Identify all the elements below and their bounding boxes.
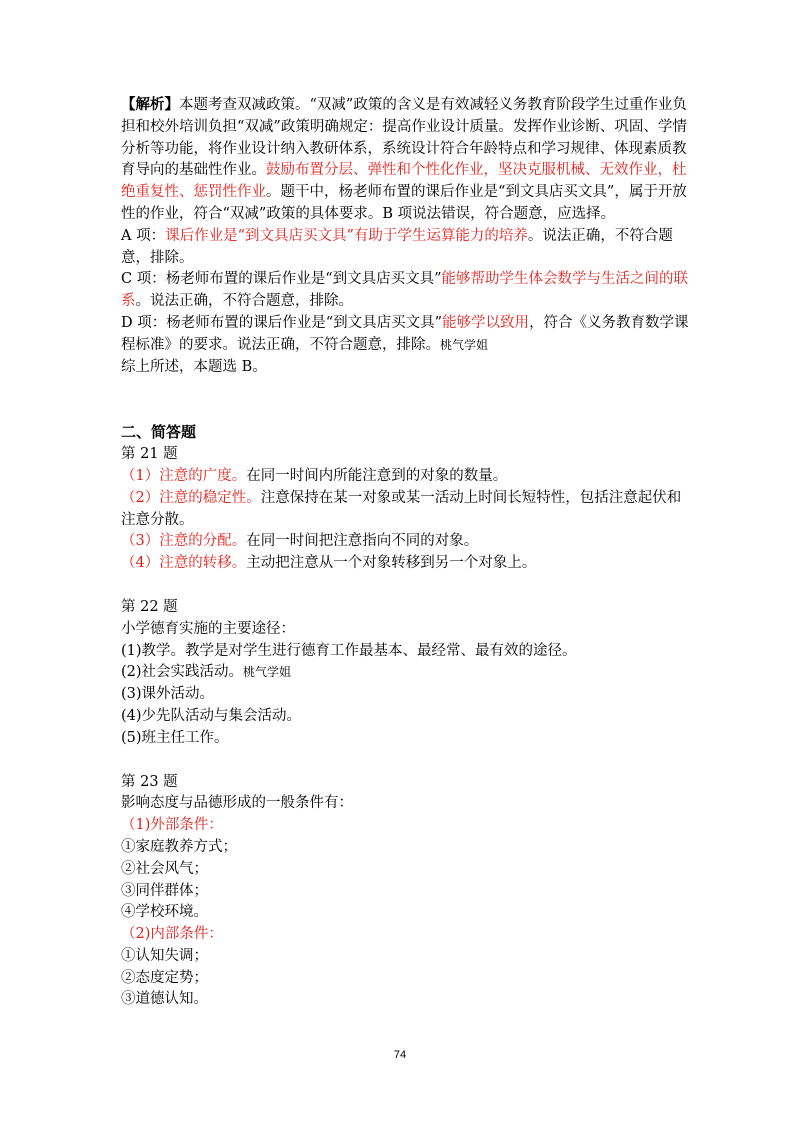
option-a-highlight: 课后作业是“到文具店买文具”有助于学生运算能力的培养 bbox=[165, 227, 528, 244]
q23-title: 第 23 题 bbox=[121, 773, 178, 790]
q23-external-item: ④学校环境。 bbox=[121, 904, 208, 921]
conclusion: 综上所述，本题选 B。 bbox=[121, 358, 267, 375]
q22-title: 第 22 题 bbox=[121, 598, 178, 615]
analysis-paragraph bbox=[121, 94, 691, 226]
watermark-text: 桃气学姐 bbox=[440, 337, 489, 352]
option-a-prefix: A 项： bbox=[121, 227, 166, 244]
option-d-suffix: ，符合《义务教育数学课程标准》的要求。说法正确，不符合题意，排除。 bbox=[121, 314, 689, 353]
q22-item: (1)教学。教学是对学生进行德育工作最基本、最经常、最有效的途径。 bbox=[121, 642, 577, 659]
q23-intro: 影响态度与品德形成的一般条件有： bbox=[121, 795, 353, 812]
q22-intro: 小学德育实施的主要途径： bbox=[121, 620, 295, 637]
q21-title: 第 21 题 bbox=[121, 446, 178, 463]
option-c bbox=[121, 269, 691, 313]
analysis-text-1: 本题考查双减政策。“双减”政策的含义是有效减轻义务教育阶段学生过重作业负担和校外培训负担“双减”政策明确规定：提高作业设计质量。发挥作业诊断、巩固、学情分析等功能，将作业设计纳入教研体系，系统设计符合年龄特点和学习规律、体现素质教育导向的基础性作业。 bbox=[121, 97, 687, 179]
q22-item: (4)少先队活动与集会活动。 bbox=[121, 707, 302, 724]
q21-item: （1）注意的广度。在同一时间内所能注意到的对象的数量。 bbox=[121, 467, 508, 484]
q23-external-label: （1)外部条件： bbox=[121, 817, 223, 834]
spacer bbox=[121, 575, 691, 597]
page-content bbox=[121, 94, 691, 1011]
option-d bbox=[121, 313, 691, 357]
q23-internal-item: ③道德认知。 bbox=[121, 991, 208, 1008]
analysis-text-2: 。题干中，杨老师布置的课后作业是“到文具店买文具”，属于开放性的作业，符合“双减”政策的具体要求。B 项说法错误，符合题意，应选择。 bbox=[121, 184, 687, 222]
section-title: 二、简答题 bbox=[121, 423, 197, 442]
option-d-highlight: 能够学以致用 bbox=[442, 314, 530, 331]
analysis-highlight: 鼓励布置分层、弹性和个性化作业，坚决克服机械、无效作业，杜绝重复性、惩罚性作业 bbox=[121, 162, 687, 201]
q23-internal-label: （2)内部条件： bbox=[121, 926, 223, 943]
watermark-text: 桃气学姐 bbox=[243, 665, 292, 680]
q23-external-item: ②社会风气； bbox=[121, 860, 208, 877]
q22-item: (3)课外活动。 bbox=[121, 686, 215, 703]
spacer bbox=[121, 750, 691, 772]
q22-item: (5)班主任工作。 bbox=[121, 729, 229, 746]
q23-external-item: ③同伴群体； bbox=[121, 882, 208, 899]
page-number: 74 bbox=[393, 1049, 407, 1061]
analysis-tag: 【解析】 bbox=[121, 96, 179, 113]
option-d-prefix: D 项：杨老师布置的课后作业是“到文具店买文具” bbox=[121, 314, 443, 331]
q23-external-item: ①家庭教养方式； bbox=[121, 838, 237, 855]
q23-internal-item: ②态度定势； bbox=[121, 969, 208, 986]
option-c-suffix: 。说法正确，不符合题意，排除。 bbox=[135, 293, 353, 310]
q21-item: （2）注意的稳定性。注意保持在某一对象或某一活动上时间长短特性，包括注意起伏和注意分散。 bbox=[121, 489, 682, 528]
option-a bbox=[121, 226, 691, 270]
q21-item: （3）注意的分配。在同一时间把注意指向不同的对象。 bbox=[121, 533, 479, 550]
q23-internal-item: ①认知失调； bbox=[121, 947, 208, 964]
q22-item: (2)社会实践活动。桃气学姐 bbox=[121, 664, 292, 681]
q21-item: （4）注意的转移。主动把注意从一个对象转移到另一个对象上。 bbox=[121, 555, 537, 572]
option-c-highlight: 能够帮助学生体会数学与生活之间的联系 bbox=[121, 271, 689, 310]
option-a-suffix: 。说法正确，不符合题意，排除。 bbox=[121, 227, 673, 266]
option-c-prefix: C 项：杨老师布置的课后作业是“到文具店买文具” bbox=[121, 271, 442, 288]
